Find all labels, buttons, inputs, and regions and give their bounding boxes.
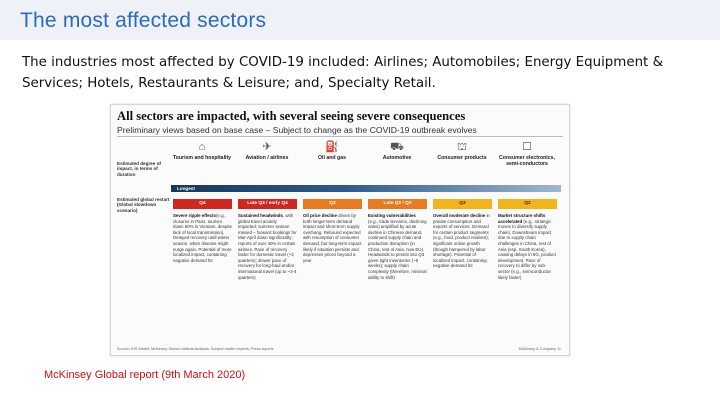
sector-detail	[498, 213, 557, 280]
sector-header	[236, 141, 298, 161]
report-subheadline: Preliminary views based on base case – Subject to change as the COVID-19 outbreak evolves	[117, 125, 477, 135]
sector-detail-lead: Existing vulnerabilities	[368, 213, 416, 218]
row-label-impact: Estimated degree of impact, in terms of duration	[117, 161, 161, 177]
sector-header	[366, 141, 428, 161]
restart-quarter-cell: Q4	[173, 199, 232, 209]
sector-detail-lead: Overall moderate decline	[433, 213, 486, 218]
report-headline: All sectors are impacted, with several seeing severe consequences	[117, 109, 466, 123]
sector-detail-text: (e.g., closures in Paris, tourism down 50% in Vietnam, despite lack of local transmission). Delayed recovery until winter season, when disease might surge again. Potential of more localized impact, containing negative demand hit	[173, 213, 232, 263]
sector-name: Automotive	[382, 155, 412, 161]
sector-header	[171, 141, 233, 161]
shopping-cart-icon: ⛫	[456, 141, 468, 153]
airplane-icon: ✈	[262, 141, 272, 153]
restart-quarter-cell: Q3	[433, 199, 492, 209]
source-caption: McKinsey Global report (9th March 2020)	[44, 369, 246, 381]
sector-name: Aviation / airlines	[245, 155, 289, 161]
sector-detail-text: driven by both longer-term demand impact and short-term supply overhang. Rebound expected with resumption of consumer demand, but long-term impact likely if situation persists and depresses prices beyond a year	[303, 213, 362, 263]
sector-detail-text: in private consumption and exports of services. Demand for certain product segments (e.g., food, product resilient); significant online growth (though hampered by labor shortage). Potential of localized impact, containing negative demand hit	[433, 213, 490, 269]
sector-detail-text: , with global travel acutely impacted; summer season missed – forward bookings for Mar-April down significantly; reports of over 40% in certain airlines. Pace of recovery faster for domestic travel (~2 quarters); slower pace of recovery for long-haul and/or international travel (up to ~3-4 quarters)	[238, 213, 297, 280]
sector-detail	[173, 213, 232, 263]
report-footer-brand: McKinsey & Company 11	[518, 347, 561, 351]
restart-quarter-cell: Q2	[498, 199, 557, 209]
sector-name: Consumer products	[437, 155, 487, 161]
oil-rig-icon: ⛽	[325, 141, 339, 153]
smartphone-icon: ☐	[522, 141, 532, 153]
sector-detail-lead: Sustained headwinds	[238, 213, 283, 218]
duration-label: Longest	[177, 186, 195, 191]
sector-detail	[433, 213, 492, 269]
slide-title: The most affected sectors	[20, 9, 267, 32]
row-label-restart: Estimated global restart (Global slowdown scenario)	[117, 197, 170, 213]
sector-name: Consumer electronics, semi-conductors	[499, 155, 555, 167]
sector-detail-text: (e.g., strategic moves to diversify supply chain). Downstream impact due to supply chain challenges in China, rest of Asia (esp. South Korea), causing delays in 5G, product development. Pace of recovery to differ by sub-sector (e.g., semiconductor likely faster)	[498, 218, 556, 280]
hotel-icon: ⌂	[198, 141, 206, 153]
sector-detail-lead: Oil price decline	[303, 213, 337, 218]
intro-paragraph: The industries most affected by COVID-19 included: Airlines; Automobiles; Energy Equipment & Services; Hotels, Restaurants & Leisure; and, Specialty Retail.	[22, 55, 664, 91]
report-divider	[117, 136, 563, 137]
sector-name: Oil and gas	[318, 155, 346, 161]
report-footer-source: Source: IHS Markit; McKinsey Global Institute Analysis; Subject matter experts; Press reports	[117, 347, 274, 351]
sector-detail	[238, 213, 297, 280]
sector-detail	[303, 213, 362, 263]
report-image	[110, 104, 570, 356]
restart-quarter-cell: Late Q3 / early Q4	[238, 199, 297, 209]
car-icon: ⛟	[390, 141, 404, 153]
sector-header	[431, 141, 493, 161]
sector-detail	[368, 213, 427, 280]
restart-quarter-cell: Late Q2 / Q3	[368, 199, 427, 209]
sector-detail-lead: Severe ripple effects	[173, 213, 216, 218]
sector-name: Tourism and hospitality	[172, 155, 232, 161]
sector-header	[496, 141, 558, 167]
sector-detail-lead: Market structure shifts accelerated	[498, 213, 546, 224]
sector-detail-text: (e.g., trade tensions, declining sales) amplified by acute decline in Chinese demand, continued supply chain and production disruption (in China, rest of Asia, now EU). Headwinds to persist into Q3 given tight inventories (~6 weeks); supply chain complexity (therefore, minimal ability to shift)	[368, 218, 427, 280]
sector-header	[301, 141, 363, 161]
restart-quarter-cell: Q3	[303, 199, 362, 209]
duration-bar	[171, 185, 561, 192]
